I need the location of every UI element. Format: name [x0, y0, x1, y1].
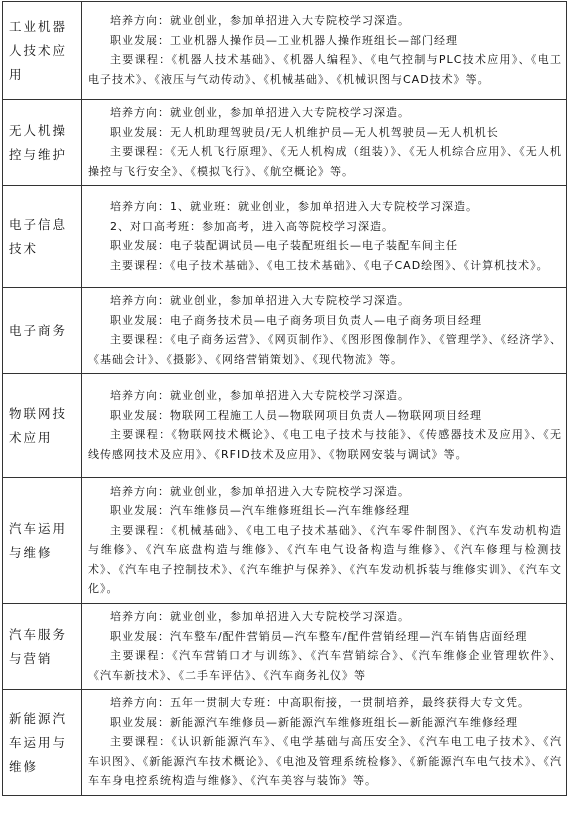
major-name: 电子信息技术	[3, 186, 82, 288]
career-path: 职业发展：汽车整车/配件营销员—汽车整车/配件营销经理—汽车销售店面经理	[110, 629, 528, 643]
main-courses: 主要课程：《汽车营销口才与训练》、《汽车营销综合》、《汽车维修企业管理软件》、《汽车新技术》、《二手车评估》、《汽车商务礼仪》等	[88, 649, 562, 682]
main-courses: 主要课程：《认识新能源汽车》、《电学基础与高压安全》、《汽车电工电子技术》、《汽车识图》、《新能源汽车技术概论》、《电池及管理系统检修》、《新能源汽车电气技术》、《汽车车身电控系统构造与维修》、《汽车美容与装饰》等。	[88, 735, 562, 788]
table-row	[3, 604, 567, 690]
main-courses: 主要课程：《机器人技术基础》、《机器人编程》、《电气控制与PLC技术应用》、《电工电子技术》、《液压与气动传动》、《机械基础》、《机械识图与CAD技术》等。	[88, 53, 562, 86]
major-details	[82, 374, 567, 478]
career-path: 职业发展：新能源汽车维修员—新能源汽车维修班组长—新能源汽车维修经理	[110, 715, 518, 729]
training-direction: 培养方向：就业创业，参加单招进入大专院校学习深造。	[110, 294, 410, 307]
career-path: 职业发展：无人机助理驾驶员/无人机维护员—无人机驾驶员—无人机机长	[110, 125, 499, 139]
major-details	[82, 690, 567, 796]
major-details	[82, 604, 567, 690]
major-details	[82, 288, 567, 374]
major-name: 物联网技术应用	[3, 374, 82, 478]
major-name: 新能源汽车运用与维修	[3, 690, 82, 796]
major-name: 电子商务	[3, 288, 82, 374]
major-name: 工业机器人技术应用	[3, 2, 82, 100]
main-courses: 主要课程：《无人机飞行原理》、《无人机构成（组装）》、《无人机综合应用》、《无人机操控与飞行安全》、《模拟飞行》、《航空概论》等。	[88, 145, 562, 178]
major-name: 汽车服务与营销	[3, 604, 82, 690]
training-direction: 培养方向：就业创业，参加单招进入大专院校学习深造。	[110, 610, 410, 623]
table-row	[3, 374, 567, 478]
career-path: 职业发展：电子装配调试员—电子装配班组长—电子装配车间主任	[110, 239, 458, 252]
table-row	[3, 288, 567, 374]
majors-table	[2, 1, 567, 796]
table-row	[3, 2, 567, 100]
career-path: 职业发展：电子商务技术员—电子商务项目负责人—电子商务项目经理	[110, 313, 482, 327]
training-direction-exam: 2、对口高考班：参加高考，进入高等院校学习深造。	[110, 219, 394, 233]
table-row	[3, 690, 567, 796]
major-details	[82, 186, 567, 288]
major-details	[82, 100, 567, 186]
career-path: 职业发展：物联网工程施工人员—物联网项目负责人—物联网项目经理	[110, 408, 482, 422]
main-courses: 主要课程：《机械基础》、《电工电子技术基础》、《汽车零件制图》、《汽车发动机构造与维修》、《汽车底盘构造与维修》、《汽车电气设备构造与维修》、《汽车修理与检测技术》、《汽车电子控制技术》、《汽车维护与保养》、《汽车发动机拆装与维修实训》、《汽车文化》。	[88, 523, 562, 595]
table-row	[3, 100, 567, 186]
main-courses: 主要课程：《电子商务运营》、《网页制作》、《图形图像制作》、《管理学》、《经济学》、《基础会计》、《摄影》、《网络营销策划》、《现代物流》等。	[88, 333, 562, 366]
training-direction: 培养方向：五年一贯制大专班：中高职衔接，一贯制培养，最终获得大专文凭。	[110, 696, 530, 710]
major-details	[82, 2, 567, 100]
main-courses: 主要课程：《物联网技术概论》、《电工电子技术与技能》、《传感器技术及应用》、《无线传感网技术及应用》、《RFID技术及应用》、《物联网安装与调试》等。	[88, 428, 562, 461]
training-direction: 培养方向：就业创业，参加单招进入大专院校学习深造。	[110, 389, 410, 402]
career-path: 职业发展：汽车维修员—汽车维修班组长—汽车维修经理	[110, 504, 410, 517]
training-direction: 培养方向：就业创业，参加单招进入大专院校学习深造。	[110, 106, 410, 119]
training-direction: 培养方向：就业创业，参加单招进入大专院校学习深造。	[110, 14, 410, 27]
major-details	[82, 478, 567, 604]
major-name: 无人机操控与维护	[3, 100, 82, 186]
table-row	[3, 186, 567, 288]
career-path: 职业发展：工业机器人操作员—工业机器人操作班组长—部门经理	[110, 33, 458, 47]
training-direction: 培养方向：1、就业班：就业创业，参加单招进入大专院校学习深造。	[110, 200, 478, 213]
training-direction: 培养方向：就业创业，参加单招进入大专院校学习深造。	[110, 484, 410, 498]
major-name: 汽车运用与维修	[3, 478, 82, 604]
table-row	[3, 478, 567, 604]
main-courses: 主要课程：《电子技术基础》、《电工技术基础》、《电子CAD绘图》、《计算机技术》。	[110, 258, 549, 272]
